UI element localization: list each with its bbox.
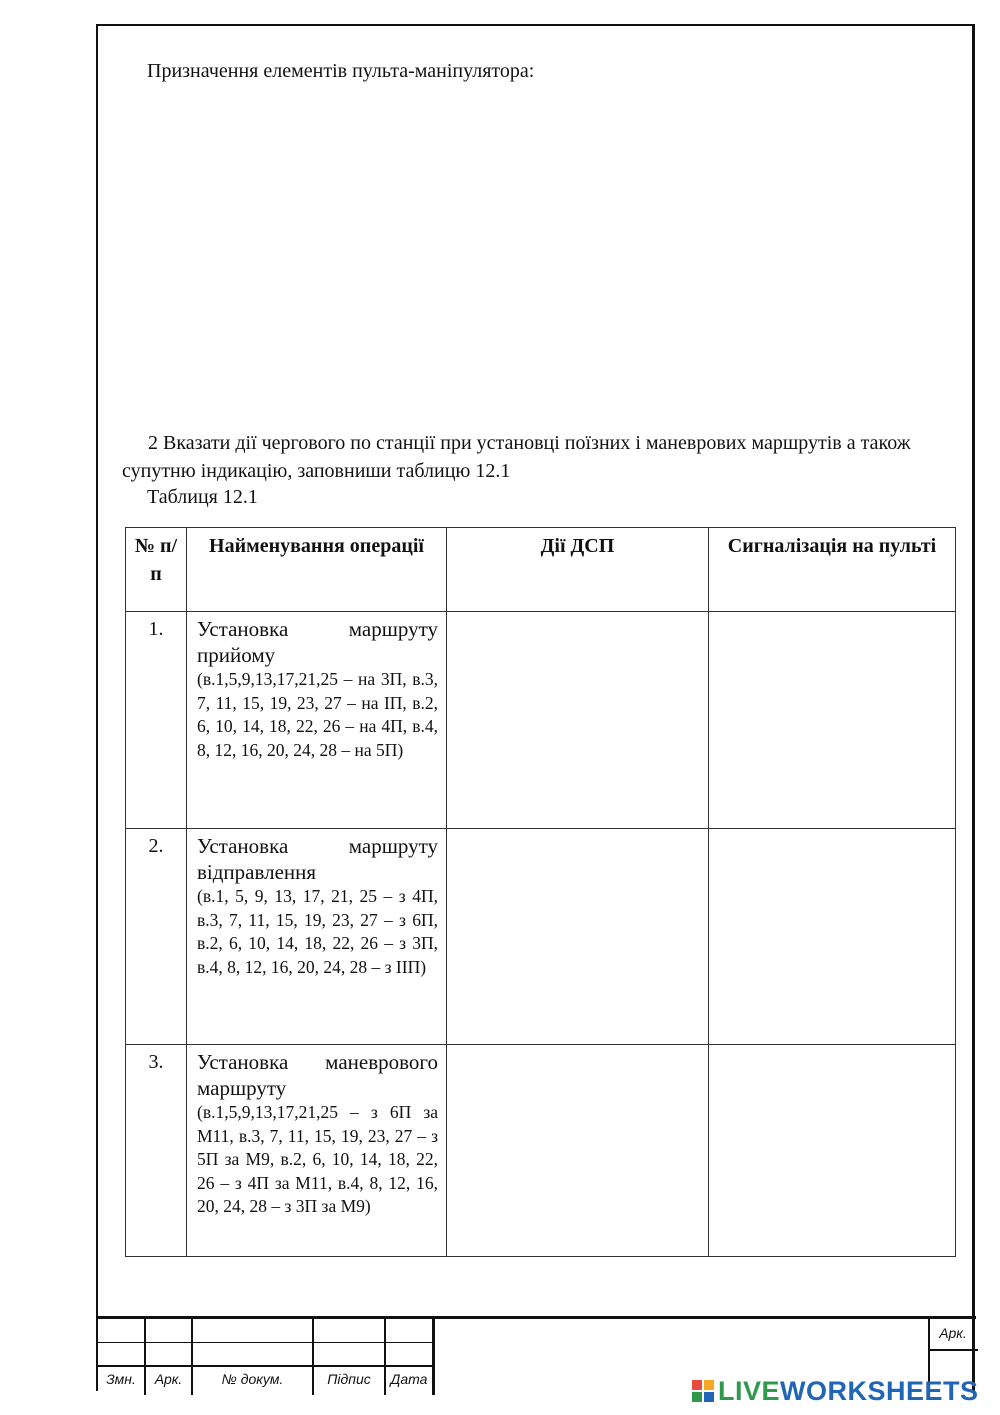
operation-cell	[187, 829, 447, 1045]
liveworksheets-watermark	[692, 1376, 979, 1406]
col-header-operation: Найменування операції	[187, 528, 447, 612]
col-header-number: № п/п	[126, 528, 187, 612]
panel-signal-cell[interactable]	[709, 1045, 956, 1257]
watermark-live: LIVE	[718, 1375, 781, 1406]
sheet-number-label: Арк.	[939, 1325, 967, 1341]
stamp-label-change: Змн.	[106, 1371, 136, 1387]
watermark-text	[718, 1376, 979, 1407]
operation-desc: (в.1,5,9,13,17,21,25 – на 3П, в.3, 7, 11, 15, 19, 23, 27 – на ІП, в.2, 6, 10, 14, 18, 22, 26 – на 4П, в.4, 8, 12, 16, 20, 24, 28 – на 5П)	[197, 669, 438, 760]
page-heading: Призначення елементів пульта-маніпулятора:	[147, 60, 535, 82]
stamp-label-sheet: Арк.	[154, 1371, 183, 1387]
col-header-panel-signal: Сигналізація на пульті	[709, 528, 956, 612]
panel-signal-cell[interactable]	[709, 829, 956, 1045]
liveworksheets-logo-icon	[692, 1380, 714, 1402]
dsp-actions-cell[interactable]	[447, 1045, 709, 1257]
operations-table	[125, 527, 956, 1257]
stamp-line	[930, 1349, 978, 1351]
stamp-label-signature: Підпис	[327, 1371, 371, 1387]
stamp-label-date: Дата	[390, 1371, 428, 1387]
watermark-worksheets: WORKSHEETS	[780, 1375, 979, 1406]
stamp-line	[96, 1365, 433, 1367]
stamp-line	[96, 1342, 433, 1343]
panel-signal-cell[interactable]	[709, 612, 956, 829]
operation-desc: (в.1,5,9,13,17,21,25 – з 6П за М11, в.3, 7, 11, 15, 19, 23, 27 – з 5П за М9, в.2, 6, 10, 14, 18, 22, 26 – з 4П за М11, в.4, 8, 12, 16, 20, 24, 28 – з 3П за М9)	[197, 1102, 438, 1216]
row-number: 3.	[126, 1045, 187, 1257]
operation-desc: (в.1, 5, 9, 13, 17, 21, 25 – з 4П, в.3, 7, 11, 15, 19, 23, 27 – з 6П, в.2, 6, 10, 14, 18, 22, 26 – з 3П, в.4, 8, 12, 16, 20, 24, 28 – з ІІП)	[197, 886, 438, 977]
table-row	[126, 1045, 956, 1257]
operation-title: Установка маршруту відправлення	[197, 834, 438, 884]
col-header-dsp-actions: Дії ДСП	[447, 528, 709, 612]
stamp-line	[432, 1319, 435, 1395]
dsp-actions-cell[interactable]	[447, 829, 709, 1045]
dsp-actions-cell[interactable]	[447, 612, 709, 829]
row-number: 1.	[126, 612, 187, 829]
stamp-label-doc-number: № докум.	[221, 1371, 284, 1387]
row-number: 2.	[126, 829, 187, 1045]
operation-title: Установка маневрового маршруту	[197, 1050, 438, 1100]
operation-cell	[187, 1045, 447, 1257]
operation-cell	[187, 612, 447, 829]
table-row	[126, 612, 956, 829]
task-text: 2 Вказати дії чергового по станції при установці поїзних і маневрових маршрутів а також супутню індикацію, заповниши таблицю 12.1	[122, 432, 911, 482]
table-row	[126, 829, 956, 1045]
operation-title: Установка маршруту прийому	[197, 617, 438, 667]
table-caption: Таблиця 12.1	[147, 486, 258, 508]
